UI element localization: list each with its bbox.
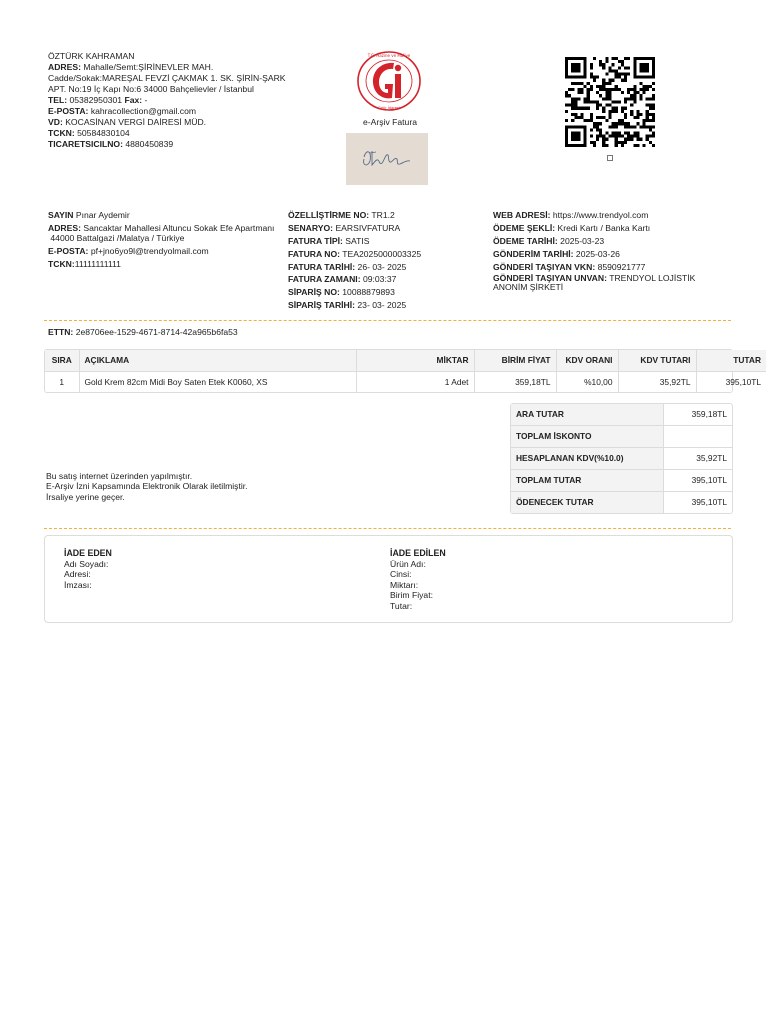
total-row (511, 492, 732, 514)
table-header-row (45, 350, 766, 372)
web-adresi: WEB ADRESİ: https://www.trendyol.com (493, 210, 649, 220)
total-row (511, 404, 732, 426)
cell-kdv-tutari: 35,92TL (618, 372, 696, 393)
note-line: E-Arşiv İzni Kapsamında Elektronik Olarak iletilmiştir. (46, 481, 248, 492)
iade-eden-field: Adresi: (64, 569, 91, 580)
qr-code-icon (565, 57, 655, 147)
svg-text:Gelir İdaresi: Gelir İdaresi (378, 106, 400, 110)
cell-tutar: 395,10TL (696, 372, 766, 393)
buyer-address: ADRES: Sancaktar Mahallesi Altuncu Sokak Efe Apartmanı (48, 222, 275, 233)
total-row (511, 426, 732, 448)
cell-sira: 1 (45, 372, 79, 393)
col-kdv-orani: KDV ORANI (556, 350, 618, 372)
tasiyan-vkn: GÖNDERİ TAŞIYAN VKN: 8590921777 (493, 261, 646, 272)
iade-edilen-field: Ürün Adı: (390, 558, 426, 569)
iade-eden-section (64, 548, 112, 590)
col-tutar: TUTAR (696, 350, 766, 372)
col-sira: SIRA (45, 350, 79, 372)
iade-edilen-title: İADE EDİLEN (390, 548, 446, 558)
total-value: 359,18TL (664, 404, 733, 426)
cell-miktar: 1 Adet (356, 372, 474, 393)
gonderim-tarihi: GÖNDERİM TARİHİ: 2025-03-26 (493, 248, 620, 259)
seller-tel: TEL: 05382950301 Fax: - (48, 94, 148, 105)
iade-edilen-field: Miktarı: (390, 579, 419, 590)
signature-icon (346, 133, 428, 185)
total-value (664, 426, 733, 448)
seller-address-line2: Cadde/Sokak:MAREŞAL FEVZİ ÇAKMAK 1. SK. ŞİRİN-ŞARK (48, 72, 286, 83)
svg-text:T.C. Hazine ve Maliye: T.C. Hazine ve Maliye (367, 53, 411, 58)
total-row (511, 470, 732, 492)
total-label: ARA TUTAR (511, 404, 664, 426)
seller-email: E-POSTA: kahracollection@gmail.com (48, 105, 197, 116)
siparis-tarihi: SİPARİŞ TARİHİ: 23- 03- 2025 (288, 300, 407, 311)
iade-edilen-field: Birim Fiyat: (390, 590, 433, 601)
seller-tckn: TCKN: 50584830104 (48, 127, 130, 138)
divider (44, 528, 731, 529)
divider (44, 320, 731, 321)
iade-edilen-section (390, 548, 446, 611)
note-line: Bu satış internet üzerinden yapılmıştır. (46, 471, 193, 481)
total-value: 395,10TL (664, 470, 733, 492)
total-label: TOPLAM TUTAR (511, 470, 664, 492)
col-miktar: MİKTAR (356, 350, 474, 372)
qr-placeholder-icon (607, 155, 613, 161)
totals-table (510, 403, 733, 514)
fatura-tarihi: FATURA TARİHİ: 26- 03- 2025 (288, 261, 407, 272)
ozellestirme-no: ÖZELLİŞTİRME NO: TR1.2 (288, 210, 395, 220)
ettn: ETTN: 2e8706ee-1529-4671-8714-42a965b6fa53 (48, 327, 238, 337)
total-label: TOPLAM İSKONTO (511, 426, 664, 448)
gib-logo-icon (356, 50, 422, 112)
return-form (44, 535, 733, 623)
buyer-tckn: TCKN:11111111111 (48, 259, 121, 270)
fatura-zamani: FATURA ZAMANI: 09:03:37 (288, 274, 397, 285)
cell-aciklama: Gold Krem 82cm Midi Boy Saten Etek K0060, XS (79, 372, 356, 393)
fatura-tipi: FATURA TİPİ: SATIS (288, 235, 370, 246)
seller-address-line1: ADRES: Mahalle/Semt:ŞİRİNEVLER MAH. (48, 61, 214, 72)
seller-name: ÖZTÜRK KAHRAMAN (48, 51, 135, 61)
iade-edilen-field: Tutar: (390, 600, 413, 611)
cell-birim-fiyat: 359,18TL (474, 372, 556, 393)
invoice-info (288, 210, 478, 313)
iade-eden-title: İADE EDEN (64, 548, 112, 558)
buyer-info (48, 210, 280, 272)
buyer-name: SAYIN Pınar Aydemir (48, 210, 130, 220)
fatura-no: FATURA NO: TEA2025000003325 (288, 248, 422, 259)
col-aciklama: AÇIKLAMA (79, 350, 356, 372)
buyer-email: E-POSTA: pf+jno6yo9l@trendyolmail.com (48, 246, 209, 257)
total-label: ÖDENECEK TUTAR (511, 492, 664, 514)
seller-ticaret: TICARETSICILNO: 4880450839 (48, 138, 174, 149)
seller-vd: VD: KOCASİNAN VERGİ DAİRESİ MÜD. (48, 116, 207, 127)
notes (46, 471, 346, 502)
odeme-sekli: ÖDEME ŞEKLİ: Kredi Kartı / Banka Kartı (493, 222, 651, 233)
table-row (45, 372, 766, 393)
iade-edilen-field: Cinsi: (390, 569, 412, 580)
seller-info (48, 51, 298, 150)
items-table (44, 349, 761, 393)
col-birim-fiyat: BİRİM FİYAT (474, 350, 556, 372)
total-label: HESAPLANAN KDV(%10.0) (511, 448, 664, 470)
iade-eden-field: İmzası: (64, 579, 92, 590)
earsiv-label: e-Arşiv Fatura (363, 117, 417, 127)
odeme-tarihi: ÖDEME TARİHİ: 2025-03-23 (493, 235, 605, 246)
senaryo: SENARYO: EARSIVFATURA (288, 222, 401, 233)
cell-kdv-orani: %10,00 (556, 372, 618, 393)
total-value: 35,92TL (664, 448, 733, 470)
iade-eden-field: Adı Soyadı: (64, 558, 109, 569)
shipping-info (493, 210, 723, 295)
seller-address-line3: APT. No:19 İç Kapı No:6 34000 Bahçelievler / İstanbul (48, 83, 254, 94)
buyer-address-line2: 44000 Battalgazi /Malatya / Türkiye (50, 233, 185, 244)
siparis-no: SİPARİŞ NO: 10088879893 (288, 287, 395, 298)
tasiyan-unvan: GÖNDERİ TAŞIYAN UNVAN: TRENDYOL LOJİSTİK ANONİM ŞİRKETİ (493, 273, 696, 293)
col-kdv-tutari: KDV TUTARI (618, 350, 696, 372)
note-line: İrsaliye yerine geçer. (46, 491, 125, 502)
total-value: 395,10TL (691, 497, 727, 508)
total-row (511, 448, 732, 470)
